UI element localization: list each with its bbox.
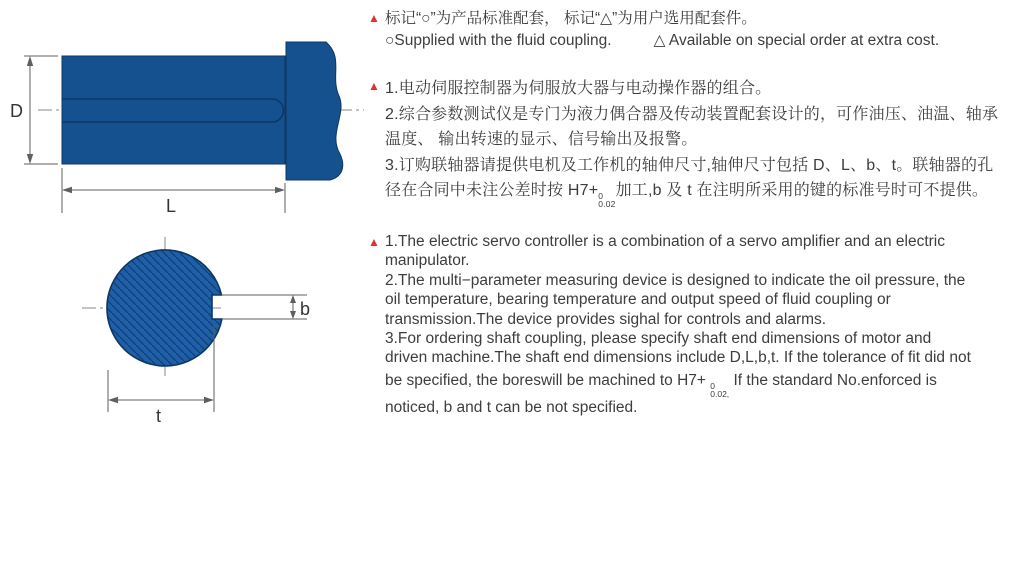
tolerance-upper: 0: [710, 380, 715, 391]
cn-note-line: 3.订购联轴器请提供电机及工作机的轴伸尺寸,轴伸尺寸包括 D、L、b、t。联轴器的孔: [385, 156, 994, 174]
english-notes: [368, 232, 971, 417]
en-note-line: 3.For ordering shaft coupling, please specify shaft end dimensions of motor and: [385, 330, 932, 348]
en-note-line: 1.The electric servo controller is a combination of a servo amplifier and an electric: [385, 233, 945, 250]
tolerance-lower: 0.02: [598, 199, 616, 209]
shaft-body: [62, 56, 285, 164]
cn-note-line: 温度、 输出转速的显示、信号输出及报警。: [385, 131, 698, 148]
legend-line-cn: 标记“○”为产品标准配套， 标记“△”为用户选用配套件。: [385, 10, 757, 27]
tolerance-suffix: 加工,b 及 t 在注明所采用的键的标准号时可不提供。: [615, 182, 989, 199]
tolerance-suffix: If the standard No.enforced is: [729, 371, 937, 389]
t-arrow-right: [204, 397, 214, 403]
en-note-line-tolerance: [385, 368, 971, 398]
b-arrow-down: [290, 311, 296, 319]
section-circle-with-keyway: [107, 250, 222, 366]
legend-standard-item: ○Supplied with the fluid coupling.: [385, 32, 612, 49]
tolerance-lower: 0.02,: [710, 388, 730, 399]
cn-note-line: 2.综合参数测试仪是专门为液力偶合器及传动装置配套设计的，可作油压、油温、轴承: [385, 105, 999, 123]
l-arrow-left: [62, 187, 72, 193]
dimension-label-d: D: [10, 101, 23, 121]
legend-optional-item: △ Available on special order at extra cost.: [653, 32, 940, 49]
dimension-label-t: t: [156, 406, 162, 426]
en-note-line: 2.The multi−parameter measuring device is designed to indicate the oil pressure, the: [385, 271, 966, 289]
t-arrow-left: [108, 397, 118, 403]
chinese-notes: [368, 76, 998, 208]
en-note-line: oil temperature, bearing temperature and output speed of fluid coupling or: [385, 291, 891, 309]
tolerance-prefix: 径在合同中未注公差时按 H7+: [385, 182, 599, 199]
hub-break-section: [286, 42, 343, 180]
cn-note-line-tolerance: [385, 178, 998, 208]
d-arrow-up: [27, 56, 33, 66]
l-arrow-right: [275, 187, 285, 193]
tolerance-upper: 0: [598, 191, 604, 201]
shaft-section-view-drawing: [0, 225, 340, 430]
tolerance-stack: [710, 382, 729, 398]
dimension-label-l: L: [166, 196, 177, 216]
tolerance-stack: [598, 192, 615, 208]
legend-note: [368, 8, 939, 52]
tolerance-prefix: be specified, the boreswill be machined to H7+: [385, 371, 711, 389]
red-triangle-icon: ▲: [368, 235, 380, 249]
dimension-label-b: b: [300, 299, 311, 319]
red-triangle-icon: ▲: [368, 11, 380, 25]
en-note-line: noticed, b and t can be not specified.: [385, 398, 638, 416]
d-arrow-down: [27, 154, 33, 164]
en-note-line: manipulator.: [385, 252, 470, 270]
en-note-line: driven machine.The shaft end dimensions include D,L,b,t. If the tolerance of fit did not: [385, 349, 971, 367]
en-note-line: transmission.The device provides sighal for controls and alarms.: [385, 310, 827, 328]
b-arrow-up: [290, 295, 296, 303]
shaft-side-view-drawing: [0, 0, 375, 225]
legend-line-en: [385, 30, 939, 52]
red-triangle-icon: ▲: [368, 79, 380, 93]
cn-note-line: 1.电动伺服控制器为伺服放大器与电动操作器的组合。: [385, 80, 772, 97]
